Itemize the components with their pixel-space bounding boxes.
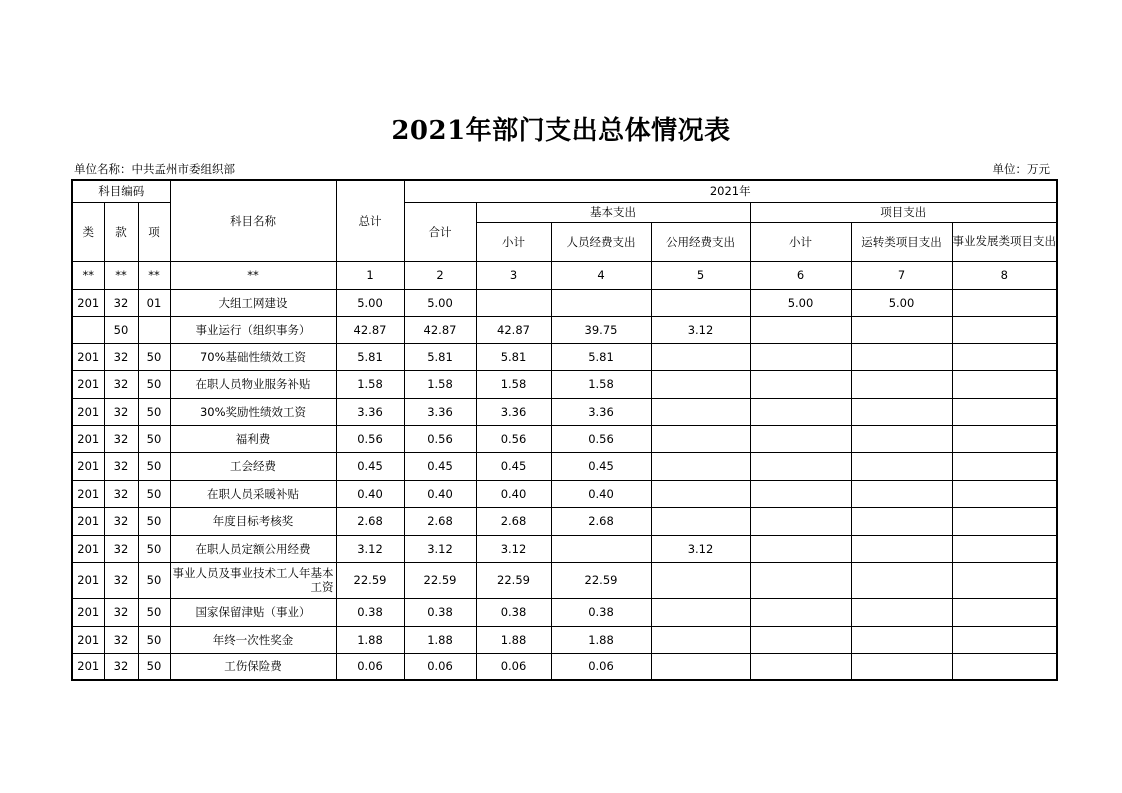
xiang-cell: 50 — [138, 398, 170, 425]
public-cell — [651, 398, 750, 425]
project-expenditure-header: 项目支出 — [750, 202, 1057, 222]
project-subtotal-cell — [750, 425, 851, 452]
lei-cell: 201 — [72, 289, 104, 316]
personnel-cell: 2.68 — [551, 507, 651, 535]
development-cell — [952, 316, 1057, 343]
kuan-cell: 32 — [104, 289, 138, 316]
total-cell: 0.38 — [336, 598, 404, 626]
table-row — [72, 452, 1057, 480]
header-row-1 — [72, 180, 1057, 202]
heji-cell: 1.58 — [404, 370, 476, 398]
basic-subtotal-cell: 1.88 — [476, 626, 551, 653]
kuan-cell: 32 — [104, 507, 138, 535]
code-group-header: 科目编码 — [72, 180, 170, 202]
public-cell — [651, 289, 750, 316]
heji-cell: 1.88 — [404, 626, 476, 653]
lei-cell: 201 — [72, 452, 104, 480]
xiang-header: 项 — [138, 202, 170, 261]
personnel-header: 人员经费支出 — [551, 222, 651, 261]
transfer-cell — [851, 562, 952, 598]
basic-subtotal-cell: 1.58 — [476, 370, 551, 398]
table-row — [72, 653, 1057, 680]
table-row — [72, 598, 1057, 626]
public-cell — [651, 370, 750, 398]
kuan-cell: 32 — [104, 343, 138, 370]
kuan-cell: 32 — [104, 626, 138, 653]
public-cell — [651, 653, 750, 680]
xiang-cell: 50 — [138, 535, 170, 562]
public-cell — [651, 507, 750, 535]
year-group-header: 2021年 — [404, 180, 1057, 202]
heji-header: 合计 — [404, 202, 476, 261]
basic-subtotal-cell: 22.59 — [476, 562, 551, 598]
xiang-cell: 50 — [138, 598, 170, 626]
heji-cell: 0.06 — [404, 653, 476, 680]
personnel-cell: 1.88 — [551, 626, 651, 653]
heji-cell: 42.87 — [404, 316, 476, 343]
lei-cell: 201 — [72, 598, 104, 626]
public-cell — [651, 480, 750, 507]
project-subtotal-cell — [750, 316, 851, 343]
public-cell: 3.12 — [651, 316, 750, 343]
xiang-cell: 50 — [138, 480, 170, 507]
public-header: 公用经费支出 — [651, 222, 750, 261]
subject-name-cell: 工伤保险费 — [170, 653, 336, 680]
personnel-cell: 0.38 — [551, 598, 651, 626]
lei-cell — [72, 316, 104, 343]
basic-subtotal-cell — [476, 289, 551, 316]
total-cell: 1.58 — [336, 370, 404, 398]
subject-name-cell: 福利费 — [170, 425, 336, 452]
total-cell: 5.00 — [336, 289, 404, 316]
xiang-cell: 50 — [138, 562, 170, 598]
total-cell: 22.59 — [336, 562, 404, 598]
heji-cell: 5.81 — [404, 343, 476, 370]
kuan-header: 款 — [104, 202, 138, 261]
project-subtotal-cell — [750, 562, 851, 598]
subject-name-cell: 事业运行（组织事务） — [170, 316, 336, 343]
lei-cell: 201 — [72, 626, 104, 653]
transfer-cell — [851, 480, 952, 507]
kuan-cell: 32 — [104, 398, 138, 425]
lei-cell: 201 — [72, 562, 104, 598]
personnel-cell: 0.56 — [551, 425, 651, 452]
basic-subtotal-cell: 0.40 — [476, 480, 551, 507]
transfer-cell — [851, 507, 952, 535]
personnel-cell: 0.45 — [551, 452, 651, 480]
currency-unit-label: 单位：万元 — [992, 162, 1050, 176]
transfer-cell — [851, 626, 952, 653]
subject-name-cell: 30%奖励性绩效工资 — [170, 398, 336, 425]
transfer-header: 运转类项目支出 — [851, 222, 952, 261]
xiang-cell — [138, 316, 170, 343]
project-subtotal-header: 小计 — [750, 222, 851, 261]
index-cell: ** — [170, 261, 336, 289]
heji-cell: 22.59 — [404, 562, 476, 598]
kuan-cell: 32 — [104, 425, 138, 452]
index-cell: 3 — [476, 261, 551, 289]
lei-cell: 201 — [72, 343, 104, 370]
lei-cell: 201 — [72, 480, 104, 507]
lei-cell: 201 — [72, 370, 104, 398]
project-subtotal-cell — [750, 653, 851, 680]
project-subtotal-cell: 5.00 — [750, 289, 851, 316]
xiang-cell: 50 — [138, 626, 170, 653]
subject-name-cell: 年终一次性奖金 — [170, 626, 336, 653]
personnel-cell: 39.75 — [551, 316, 651, 343]
development-cell — [952, 343, 1057, 370]
development-cell — [952, 370, 1057, 398]
index-cell: ** — [104, 261, 138, 289]
heji-cell: 0.40 — [404, 480, 476, 507]
kuan-cell: 32 — [104, 562, 138, 598]
xiang-cell: 50 — [138, 370, 170, 398]
total-cell: 3.12 — [336, 535, 404, 562]
project-subtotal-cell — [750, 535, 851, 562]
table-row — [72, 535, 1057, 562]
total-header: 总计 — [336, 180, 404, 261]
basic-subtotal-cell: 0.06 — [476, 653, 551, 680]
transfer-cell — [851, 425, 952, 452]
subject-name-cell: 大组工网建设 — [170, 289, 336, 316]
heji-cell: 3.36 — [404, 398, 476, 425]
project-subtotal-cell — [750, 398, 851, 425]
index-cell: ** — [72, 261, 104, 289]
lei-cell: 201 — [72, 398, 104, 425]
development-cell — [952, 425, 1057, 452]
development-cell — [952, 398, 1057, 425]
public-cell — [651, 562, 750, 598]
subject-name-cell: 70%基础性绩效工资 — [170, 343, 336, 370]
heji-cell: 3.12 — [404, 535, 476, 562]
public-cell — [651, 343, 750, 370]
kuan-cell: 32 — [104, 653, 138, 680]
index-cell: 7 — [851, 261, 952, 289]
total-cell: 2.68 — [336, 507, 404, 535]
project-subtotal-cell — [750, 370, 851, 398]
personnel-cell: 0.06 — [551, 653, 651, 680]
lei-cell: 201 — [72, 535, 104, 562]
kuan-cell: 32 — [104, 598, 138, 626]
basic-subtotal-cell: 0.56 — [476, 425, 551, 452]
table-row — [72, 562, 1057, 598]
heji-cell: 2.68 — [404, 507, 476, 535]
table-row — [72, 289, 1057, 316]
heji-cell: 0.45 — [404, 452, 476, 480]
development-cell — [952, 653, 1057, 680]
project-subtotal-cell — [750, 480, 851, 507]
personnel-cell: 5.81 — [551, 343, 651, 370]
basic-subtotal-header: 小计 — [476, 222, 551, 261]
basic-subtotal-cell: 0.38 — [476, 598, 551, 626]
subject-name-cell: 在职人员采暖补贴 — [170, 480, 336, 507]
development-header: 事业发展类项目支出 — [952, 222, 1057, 261]
basic-subtotal-cell: 3.36 — [476, 398, 551, 425]
development-cell — [952, 289, 1057, 316]
index-row — [72, 261, 1057, 289]
total-cell: 0.45 — [336, 452, 404, 480]
index-cell: ** — [138, 261, 170, 289]
development-cell — [952, 598, 1057, 626]
table-row — [72, 370, 1057, 398]
xiang-cell: 50 — [138, 425, 170, 452]
project-subtotal-cell — [750, 507, 851, 535]
development-cell — [952, 507, 1057, 535]
public-cell — [651, 626, 750, 653]
index-cell: 6 — [750, 261, 851, 289]
transfer-cell — [851, 653, 952, 680]
basic-expenditure-header: 基本支出 — [476, 202, 750, 222]
personnel-cell: 1.58 — [551, 370, 651, 398]
basic-subtotal-cell: 0.45 — [476, 452, 551, 480]
xiang-cell: 50 — [138, 507, 170, 535]
expenditure-table — [71, 179, 1058, 681]
heji-cell: 5.00 — [404, 289, 476, 316]
xiang-cell: 50 — [138, 343, 170, 370]
total-cell: 42.87 — [336, 316, 404, 343]
lei-cell: 201 — [72, 507, 104, 535]
xiang-cell: 01 — [138, 289, 170, 316]
basic-subtotal-cell: 42.87 — [476, 316, 551, 343]
development-cell — [952, 480, 1057, 507]
kuan-cell: 50 — [104, 316, 138, 343]
personnel-cell: 22.59 — [551, 562, 651, 598]
project-subtotal-cell — [750, 598, 851, 626]
development-cell — [952, 562, 1057, 598]
kuan-cell: 32 — [104, 370, 138, 398]
xiang-cell: 50 — [138, 452, 170, 480]
development-cell — [952, 452, 1057, 480]
subject-name-cell: 国家保留津贴（事业） — [170, 598, 336, 626]
index-cell: 5 — [651, 261, 750, 289]
total-cell: 1.88 — [336, 626, 404, 653]
lei-header: 类 — [72, 202, 104, 261]
table-row — [72, 507, 1057, 535]
heji-cell: 0.56 — [404, 425, 476, 452]
public-cell: 3.12 — [651, 535, 750, 562]
transfer-cell — [851, 452, 952, 480]
lei-cell: 201 — [72, 653, 104, 680]
subject-name-cell: 年度目标考核奖 — [170, 507, 336, 535]
kuan-cell: 32 — [104, 535, 138, 562]
heji-cell: 0.38 — [404, 598, 476, 626]
lei-cell: 201 — [72, 425, 104, 452]
transfer-cell — [851, 343, 952, 370]
total-cell: 3.36 — [336, 398, 404, 425]
transfer-cell: 5.00 — [851, 289, 952, 316]
kuan-cell: 32 — [104, 452, 138, 480]
basic-subtotal-cell: 2.68 — [476, 507, 551, 535]
personnel-cell — [551, 535, 651, 562]
table-row — [72, 626, 1057, 653]
index-cell: 2 — [404, 261, 476, 289]
xiang-cell: 50 — [138, 653, 170, 680]
total-cell: 5.81 — [336, 343, 404, 370]
transfer-cell — [851, 316, 952, 343]
development-cell — [952, 535, 1057, 562]
unit-name-label: 单位名称：中共孟州市委组织部 — [74, 162, 235, 176]
transfer-cell — [851, 598, 952, 626]
development-cell — [952, 626, 1057, 653]
page-title: 2021年部门支出总体情况表 — [391, 116, 731, 146]
public-cell — [651, 598, 750, 626]
transfer-cell — [851, 398, 952, 425]
table-row — [72, 316, 1057, 343]
transfer-cell — [851, 535, 952, 562]
table-row — [72, 425, 1057, 452]
personnel-cell — [551, 289, 651, 316]
total-cell: 0.06 — [336, 653, 404, 680]
personnel-cell: 3.36 — [551, 398, 651, 425]
project-subtotal-cell — [750, 343, 851, 370]
table-row — [72, 343, 1057, 370]
table-row — [72, 480, 1057, 507]
subject-name-cell: 事业人员及事业技术工人年基本工资 — [170, 562, 336, 598]
subject-name-cell: 工会经费 — [170, 452, 336, 480]
subject-name-header: 科目名称 — [170, 180, 336, 261]
table-row — [72, 398, 1057, 425]
transfer-cell — [851, 370, 952, 398]
project-subtotal-cell — [750, 452, 851, 480]
index-cell: 8 — [952, 261, 1057, 289]
kuan-cell: 32 — [104, 480, 138, 507]
personnel-cell: 0.40 — [551, 480, 651, 507]
basic-subtotal-cell: 3.12 — [476, 535, 551, 562]
index-cell: 1 — [336, 261, 404, 289]
project-subtotal-cell — [750, 626, 851, 653]
total-cell: 0.40 — [336, 480, 404, 507]
subject-name-cell: 在职人员定额公用经费 — [170, 535, 336, 562]
subject-name-cell: 在职人员物业服务补贴 — [170, 370, 336, 398]
index-cell: 4 — [551, 261, 651, 289]
total-cell: 0.56 — [336, 425, 404, 452]
public-cell — [651, 452, 750, 480]
public-cell — [651, 425, 750, 452]
basic-subtotal-cell: 5.81 — [476, 343, 551, 370]
